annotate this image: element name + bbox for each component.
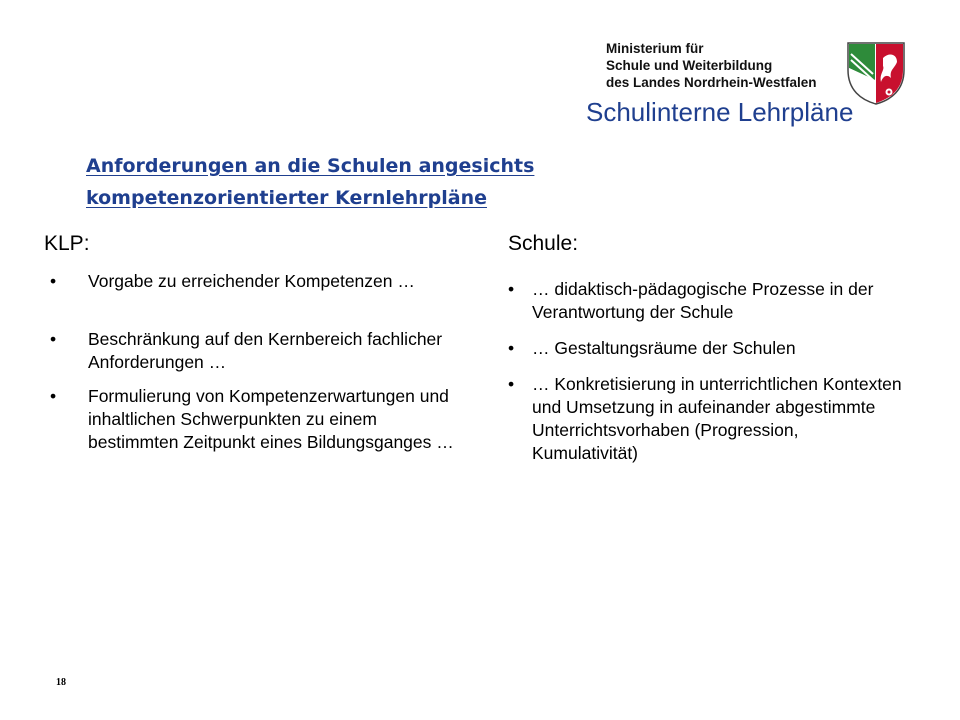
list-item: • … Konkretisierung in unterrichtlichen Kontexten und Umsetzung in aufeinander abgestimmte Unterrichtsvorhaben (Progression, Kumulativität) — [508, 373, 908, 465]
list-item: • Beschränkung auf den Kernbereich fachlicher Anforderungen … — [44, 328, 464, 374]
klp-list — [44, 270, 464, 454]
list-item: • Vorgabe zu erreichender Kompetenzen … — [44, 270, 464, 293]
list-item: • … didaktisch-pädagogische Prozesse in der Verantwortung der Schule — [508, 278, 908, 324]
headline-line: Anforderungen an die Schulen angesichts — [86, 155, 535, 177]
ministry-line: des Landes Nordrhein-Westfalen — [606, 75, 817, 90]
slide-headline — [86, 150, 706, 214]
list-item: • Formulierung von Kompetenzerwartungen und inhaltlichen Schwerpunkten zu einem bestimmten Zeitpunkt eines Bildungsganges … — [44, 385, 464, 454]
headline-line: kompetenzorientierter Kernlehrpläne — [86, 187, 487, 209]
schule-list — [508, 278, 908, 465]
ministry-name — [606, 40, 817, 91]
page-number: 18 — [56, 677, 66, 688]
column-heading: KLP: — [44, 232, 90, 255]
ministry-line: Schule und Weiterbildung — [606, 58, 773, 73]
list-item: • … Gestaltungsräume der Schulen — [508, 337, 908, 360]
ministry-line: Ministerium für — [606, 41, 704, 56]
klp-column — [44, 230, 464, 454]
schule-column — [508, 230, 908, 465]
brand-title: Schulinterne Lehrpläne — [586, 97, 854, 127]
nrw-coat-of-arms-icon — [845, 40, 907, 106]
column-heading: Schule: — [508, 232, 579, 255]
